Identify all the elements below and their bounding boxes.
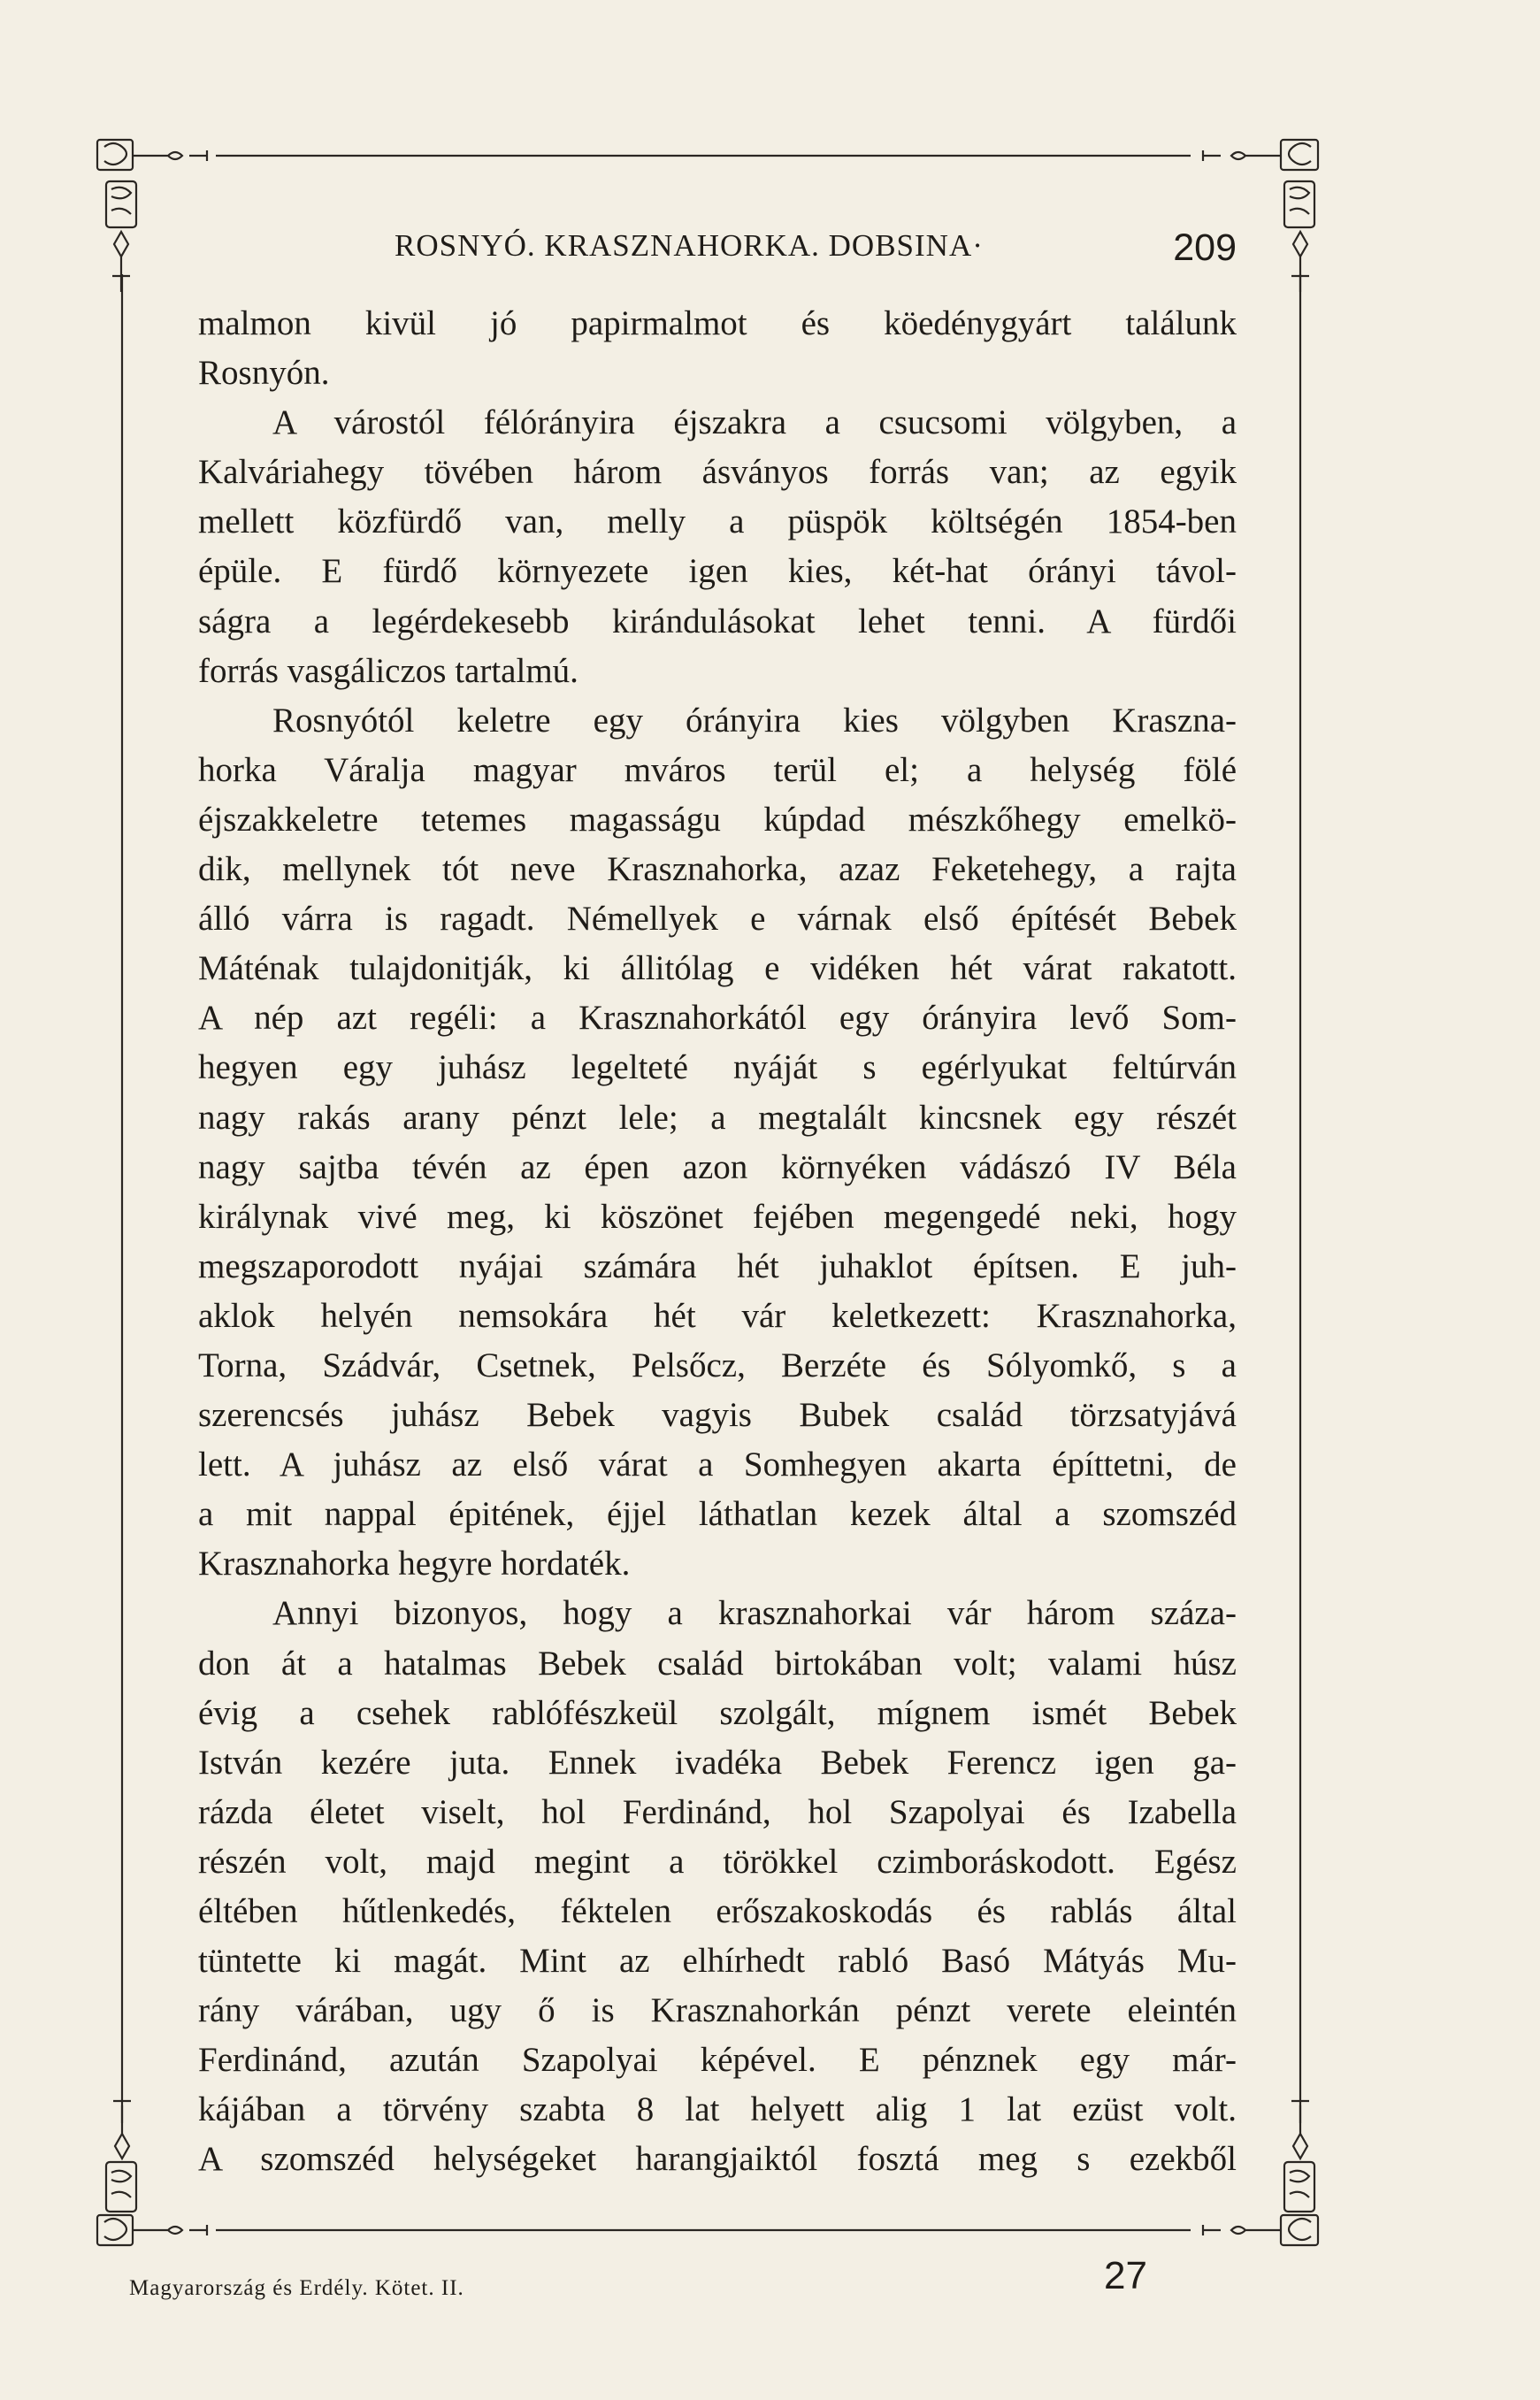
body-text: [198, 299, 1237, 2185]
text-line: lett. A juhász az első várat a Somhegyen akarta építtetni, de: [198, 1445, 1237, 1484]
text-line: Torna, Szádvár, Csetnek, Pelsőcz, Berzéte és Sólyomkő, s a: [198, 1346, 1237, 1384]
text-line: kájában a törvény szabta 8 lat helyett alig 1 lat ezüst volt.: [198, 2090, 1237, 2129]
text-line: nagy rakás arany pénzt lele; a megtalált kincsnek egy részét: [198, 1098, 1237, 1137]
text-line: szerencsés juhász Bebek vagyis Bubek család törzsatyjává: [198, 1396, 1237, 1435]
text-line: Rosnyótól keletre egy órányira kies völgyben Kraszna-: [272, 701, 1237, 740]
text-line: Kalváriahegy tövében három ásványos forrás van; az egyik: [198, 453, 1237, 492]
text-line: aklok helyén nemsokára hét vár keletkezett: Krasznahorka,: [198, 1296, 1237, 1335]
text-line: nagy sajtba tévén az épen azon környéken vádászó IV Béla: [198, 1147, 1237, 1186]
running-title: ROSNYÓ. KRASZNAHORKA. DOBSINA·: [395, 228, 984, 263]
text-line: dik, mellynek tót neve Krasznahorka, azaz Feketehegy, a rajta: [198, 850, 1237, 889]
text-line: Annyi bizonyos, hogy a krasznahorkai vár három száza-: [272, 1594, 1237, 1633]
text-line: A várostól félórányira éjszakra a csucsomi völgyben, a: [272, 403, 1237, 442]
text-line: megszaporodott nyájai számára hét juhaklot építsen. E juh-: [198, 1246, 1237, 1285]
text-line: István kezére juta. Ennek ivadéka Bebek Ferencz igen ga-: [198, 1743, 1237, 1782]
text-line: éjszakkeletre tetemes magasságu kúpdad mészkőhegy emelkö-: [198, 800, 1237, 839]
running-head: [202, 228, 1237, 272]
text-line: Máténak tulajdonitják, ki állitólag e vidéken hét várat rakatott.: [198, 949, 1237, 988]
text-line: részén volt, majd megint a törökkel czimboráskodott. Egész: [198, 1842, 1237, 1881]
text-line: a mit nappal épitének, éjjel láthatlan kezek által a szomszéd: [198, 1495, 1237, 1534]
text-line: rány várában, ugy ő is Krasznahorkán pénzt verete eleintén: [198, 1991, 1237, 2030]
text-line: forrás vasgáliczos tartalmú.: [198, 651, 578, 690]
text-line: Ferdinánd, azután Szapolyai képével. E pénznek egy már-: [198, 2041, 1237, 2080]
text-line: horka Váralja magyar mváros terül el; a helység fölé: [198, 750, 1237, 789]
footer-signature: Magyarország és Erdély. Kötet. II.: [129, 2276, 464, 2300]
text-line: rázda életet viselt, hol Ferdinánd, hol Szapolyai és Izabella: [198, 1792, 1237, 1831]
text-line: malmon kivül jó papirmalmot és köedénygyárt találunk: [198, 304, 1237, 342]
footer-sheet-number: 27: [1104, 2254, 1147, 2297]
text-line: királynak vivé meg, ki köszönet fejében megengedé neki, hogy: [198, 1197, 1237, 1236]
text-line: tüntette ki magát. Mint az elhírhedt rabló Basó Mátyás Mu-: [198, 1942, 1237, 1981]
text-line: álló várra is ragadt. Némellyek e várnak első építését Bebek: [198, 900, 1237, 939]
text-line: épüle. E fürdő környezete igen kies, két-hat órányi távol-: [198, 552, 1237, 591]
page-number: 209: [1173, 226, 1237, 269]
text-line: évig a csehek rablófészkeül szolgált, mígnem ismét Bebek: [198, 1693, 1237, 1732]
text-line: Rosnyón.: [198, 354, 330, 393]
text-line: Krasznahorka hegyre hordaték.: [198, 1545, 631, 1583]
text-line: A szomszéd helységeket harangjaiktól fosztá meg s ezekből: [198, 2140, 1237, 2179]
text-line: mellett közfürdő van, melly a püspök költségén 1854-ben: [198, 502, 1237, 541]
text-line: ságra a legérdekesebb kirándulásokat lehet tenni. A fürdői: [198, 602, 1237, 640]
text-line: don át a hatalmas Bebek család birtokában volt; valami húsz: [198, 1644, 1237, 1683]
text-line: hegyen egy juhász legelteté nyáját s egérlyukat feltúrván: [198, 1048, 1237, 1087]
text-line: A nép azt regéli: a Krasznahorkától egy órányira levő Som-: [198, 999, 1237, 1038]
text-line: éltében hűtlenkedés, féktelen erőszakoskodás és rablás által: [198, 1892, 1237, 1930]
